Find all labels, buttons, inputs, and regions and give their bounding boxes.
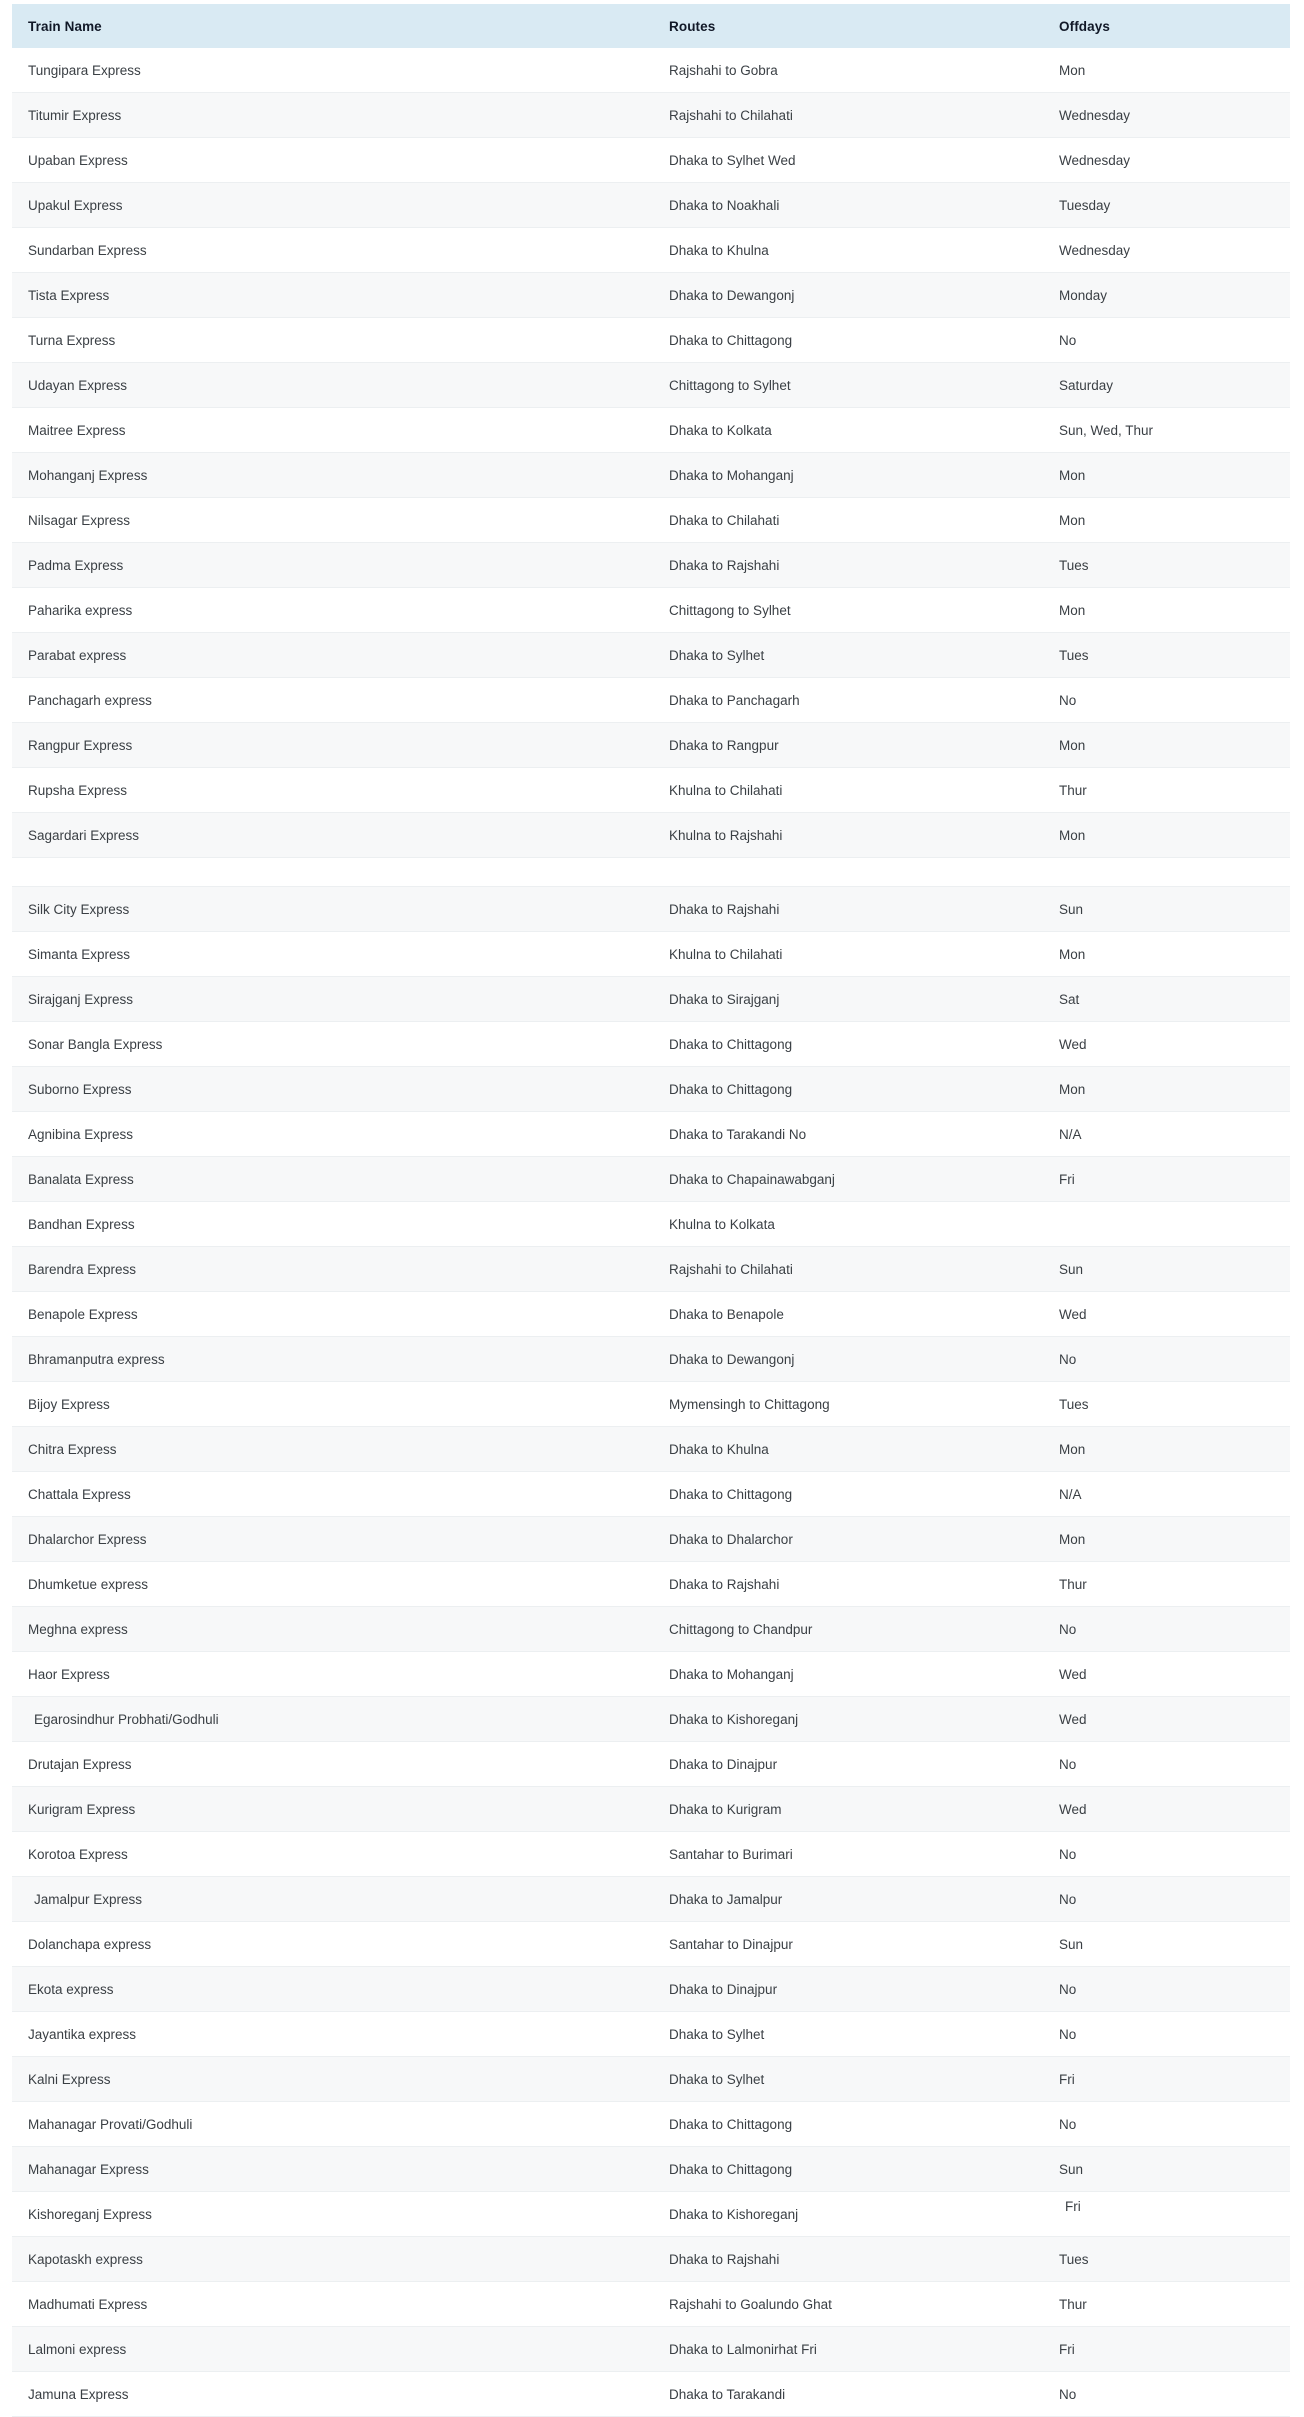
table-row[interactable] bbox=[12, 363, 1290, 408]
cell-train-name: Simanta Express bbox=[12, 932, 653, 977]
cell-train-name: Korotoa Express bbox=[12, 1832, 653, 1877]
table-row[interactable] bbox=[12, 1427, 1290, 1472]
cell-routes: Dhaka to Chapainawabganj bbox=[653, 1157, 1043, 1202]
table-row[interactable] bbox=[12, 2102, 1290, 2147]
cell-routes: Dhaka to Chilahati bbox=[653, 498, 1043, 543]
cell-offdays: Fri bbox=[1043, 1157, 1290, 1202]
table-row[interactable] bbox=[12, 1922, 1290, 1967]
cell-offdays: Tues bbox=[1043, 543, 1290, 588]
cell-train-name: Meghna express bbox=[12, 1607, 653, 1652]
cell-offdays: Wednesday bbox=[1043, 228, 1290, 273]
cell-routes: Mymensingh to Chittagong bbox=[653, 1382, 1043, 1427]
table-row[interactable] bbox=[12, 1562, 1290, 1607]
cell-offdays: Sun bbox=[1043, 887, 1290, 932]
cell-offdays: No bbox=[1043, 2012, 1290, 2057]
table-row[interactable] bbox=[12, 1067, 1290, 1112]
table-row[interactable] bbox=[12, 887, 1290, 932]
cell-routes: Santahar to Dinajpur bbox=[653, 1922, 1043, 1967]
table-row[interactable] bbox=[12, 1112, 1290, 1157]
cell-routes: Dhaka to Chittagong bbox=[653, 2147, 1043, 2192]
table-row[interactable] bbox=[12, 1967, 1290, 2012]
table-row[interactable] bbox=[12, 1652, 1290, 1697]
cell-offdays: Monday bbox=[1043, 273, 1290, 318]
cell-routes: Dhaka to Chittagong bbox=[653, 2102, 1043, 2147]
cell-routes: Dhaka to Sylhet bbox=[653, 2012, 1043, 2057]
table-row[interactable] bbox=[12, 1877, 1290, 1922]
column-header-offdays[interactable]: Offdays bbox=[1043, 4, 1290, 48]
table-row[interactable] bbox=[12, 813, 1290, 858]
cell-offdays: N/A bbox=[1043, 1472, 1290, 1517]
cell-routes: Dhaka to Panchagarh bbox=[653, 678, 1043, 723]
table-row[interactable] bbox=[12, 2237, 1290, 2282]
table-row-spacer bbox=[12, 858, 1290, 887]
table-row[interactable] bbox=[12, 2327, 1290, 2372]
cell-routes: Dhaka to Tarakandi No bbox=[653, 1112, 1043, 1157]
table-row[interactable] bbox=[12, 93, 1290, 138]
cell-routes: Dhaka to Khulna bbox=[653, 1427, 1043, 1472]
cell-offdays: No bbox=[1043, 1607, 1290, 1652]
cell-routes: Santahar to Burimari bbox=[653, 1832, 1043, 1877]
table-row[interactable] bbox=[12, 1292, 1290, 1337]
cell-offdays: No bbox=[1043, 1877, 1290, 1922]
table-row[interactable] bbox=[12, 678, 1290, 723]
table-row[interactable] bbox=[12, 977, 1290, 1022]
cell-train-name: Dhumketue express bbox=[12, 1562, 653, 1607]
cell-train-name: Barendra Express bbox=[12, 1247, 653, 1292]
cell-routes: Dhaka to Chittagong bbox=[653, 1067, 1043, 1112]
cell-offdays: Mon bbox=[1043, 723, 1290, 768]
cell-train-name: Drutajan Express bbox=[12, 1742, 653, 1787]
cell-offdays: Mon bbox=[1043, 588, 1290, 633]
cell-offdays: Tuesday bbox=[1043, 183, 1290, 228]
table-row[interactable] bbox=[12, 1382, 1290, 1427]
cell-routes: Chittagong to Sylhet bbox=[653, 588, 1043, 633]
cell-routes: Dhaka to Mohanganj bbox=[653, 1652, 1043, 1697]
table-row[interactable] bbox=[12, 1472, 1290, 1517]
table-row[interactable] bbox=[12, 1157, 1290, 1202]
cell-train-name: Turna Express bbox=[12, 318, 653, 363]
cell-offdays: Mon bbox=[1043, 1427, 1290, 1472]
cell-routes: Dhaka to Jamalpur bbox=[653, 1877, 1043, 1922]
table-row[interactable] bbox=[12, 1337, 1290, 1382]
table-row[interactable] bbox=[12, 453, 1290, 498]
cell-routes: Dhaka to Rajshahi bbox=[653, 887, 1043, 932]
table-row[interactable] bbox=[12, 1517, 1290, 1562]
cell-train-name: Suborno Express bbox=[12, 1067, 653, 1112]
cell-offdays: No bbox=[1043, 318, 1290, 363]
cell-offdays: Tues bbox=[1043, 2237, 1290, 2282]
cell-offdays: No bbox=[1043, 1967, 1290, 2012]
train-schedule-table bbox=[12, 4, 1290, 2417]
cell-routes: Chittagong to Sylhet bbox=[653, 363, 1043, 408]
cell-train-name: Silk City Express bbox=[12, 887, 653, 932]
table-row[interactable] bbox=[12, 1247, 1290, 1292]
cell-train-name: Kishoreganj Express bbox=[12, 2192, 653, 2237]
cell-train-name: Paharika express bbox=[12, 588, 653, 633]
table-row[interactable] bbox=[12, 273, 1290, 318]
cell-offdays: No bbox=[1043, 2102, 1290, 2147]
cell-routes: Dhaka to Rajshahi bbox=[653, 543, 1043, 588]
cell-offdays: Wed bbox=[1043, 1652, 1290, 1697]
cell-train-name: Haor Express bbox=[12, 1652, 653, 1697]
cell-train-name: Benapole Express bbox=[12, 1292, 653, 1337]
cell-offdays: Mon bbox=[1043, 813, 1290, 858]
cell-offdays: N/A bbox=[1043, 1112, 1290, 1157]
cell-train-name: Tista Express bbox=[12, 273, 653, 318]
cell-routes: Dhaka to Dhalarchor bbox=[653, 1517, 1043, 1562]
cell-routes: Rajshahi to Goalundo Ghat bbox=[653, 2282, 1043, 2327]
column-header-train-name[interactable]: Train Name bbox=[12, 4, 653, 48]
cell-routes: Dhaka to Tarakandi bbox=[653, 2372, 1043, 2417]
table-row[interactable] bbox=[12, 1022, 1290, 1067]
cell-offdays: No bbox=[1043, 1832, 1290, 1877]
cell-offdays bbox=[1043, 1202, 1290, 1247]
cell-routes: Khulna to Kolkata bbox=[653, 1202, 1043, 1247]
cell-routes: Khulna to Chilahati bbox=[653, 768, 1043, 813]
cell-train-name: Madhumati Express bbox=[12, 2282, 653, 2327]
table-row[interactable] bbox=[12, 723, 1290, 768]
cell-routes: Dhaka to Rajshahi bbox=[653, 2237, 1043, 2282]
cell-train-name: Egarosindhur Probhati/Godhuli bbox=[12, 1697, 653, 1742]
cell-offdays: Mon bbox=[1043, 932, 1290, 977]
cell-routes: Dhaka to Kolkata bbox=[653, 408, 1043, 453]
cell-offdays: Sat bbox=[1043, 977, 1290, 1022]
cell-train-name: Sagardari Express bbox=[12, 813, 653, 858]
cell-routes: Rajshahi to Chilahati bbox=[653, 1247, 1043, 1292]
table-row[interactable] bbox=[12, 2147, 1290, 2192]
cell-train-name: Banalata Express bbox=[12, 1157, 653, 1202]
cell-train-name: Bijoy Express bbox=[12, 1382, 653, 1427]
cell-offdays: Fri bbox=[1043, 2192, 1290, 2237]
cell-routes: Dhaka to Dewangonj bbox=[653, 273, 1043, 318]
cell-train-name: Agnibina Express bbox=[12, 1112, 653, 1157]
cell-train-name: Kurigram Express bbox=[12, 1787, 653, 1832]
cell-routes: Dhaka to Dinajpur bbox=[653, 1742, 1043, 1787]
cell-offdays: Thur bbox=[1043, 768, 1290, 813]
spacer-cell bbox=[12, 858, 1290, 887]
cell-train-name: Bhramanputra express bbox=[12, 1337, 653, 1382]
cell-routes: Dhaka to Sirajganj bbox=[653, 977, 1043, 1022]
cell-routes: Dhaka to Sylhet Wed bbox=[653, 138, 1043, 183]
cell-train-name: Tungipara Express bbox=[12, 48, 653, 93]
cell-offdays: Saturday bbox=[1043, 363, 1290, 408]
cell-offdays: No bbox=[1043, 678, 1290, 723]
table-row[interactable] bbox=[12, 543, 1290, 588]
table-row[interactable] bbox=[12, 1787, 1290, 1832]
cell-offdays: Sun bbox=[1043, 1922, 1290, 1967]
cell-train-name: Chattala Express bbox=[12, 1472, 653, 1517]
cell-train-name: Padma Express bbox=[12, 543, 653, 588]
cell-offdays: Wed bbox=[1043, 1697, 1290, 1742]
cell-offdays: Mon bbox=[1043, 453, 1290, 498]
cell-train-name: Titumir Express bbox=[12, 93, 653, 138]
cell-train-name: Kalni Express bbox=[12, 2057, 653, 2102]
cell-train-name: Rangpur Express bbox=[12, 723, 653, 768]
cell-train-name: Kapotaskh express bbox=[12, 2237, 653, 2282]
cell-offdays: Wed bbox=[1043, 1022, 1290, 1067]
cell-train-name: Jamuna Express bbox=[12, 2372, 653, 2417]
cell-routes: Dhaka to Benapole bbox=[653, 1292, 1043, 1337]
cell-offdays: Sun, Wed, Thur bbox=[1043, 408, 1290, 453]
table-header bbox=[12, 4, 1290, 48]
cell-offdays: Fri bbox=[1043, 2057, 1290, 2102]
cell-train-name: Nilsagar Express bbox=[12, 498, 653, 543]
table-row[interactable] bbox=[12, 2192, 1290, 2237]
cell-routes: Dhaka to Mohanganj bbox=[653, 453, 1043, 498]
cell-routes: Dhaka to Sylhet bbox=[653, 2057, 1043, 2102]
cell-offdays: Sun bbox=[1043, 1247, 1290, 1292]
cell-train-name: Ekota express bbox=[12, 1967, 653, 2012]
table-row[interactable] bbox=[12, 1202, 1290, 1247]
cell-offdays: Mon bbox=[1043, 1517, 1290, 1562]
column-header-routes[interactable]: Routes bbox=[653, 4, 1043, 48]
cell-train-name: Jamalpur Express bbox=[12, 1877, 653, 1922]
cell-offdays: Tues bbox=[1043, 1382, 1290, 1427]
cell-routes: Dhaka to Noakhali bbox=[653, 183, 1043, 228]
cell-routes: Dhaka to Chittagong bbox=[653, 318, 1043, 363]
cell-offdays: Mon bbox=[1043, 48, 1290, 93]
cell-train-name: Panchagarh express bbox=[12, 678, 653, 723]
cell-offdays: Thur bbox=[1043, 2282, 1290, 2327]
table-row[interactable] bbox=[12, 932, 1290, 977]
cell-train-name: Dolanchapa express bbox=[12, 1922, 653, 1967]
cell-train-name: Chitra Express bbox=[12, 1427, 653, 1472]
table-row[interactable] bbox=[12, 408, 1290, 453]
cell-train-name: Mahanagar Provati/Godhuli bbox=[12, 2102, 653, 2147]
table-row[interactable] bbox=[12, 318, 1290, 363]
cell-train-name: Sonar Bangla Express bbox=[12, 1022, 653, 1067]
table-row[interactable] bbox=[12, 183, 1290, 228]
cell-train-name: Sirajganj Express bbox=[12, 977, 653, 1022]
cell-offdays: Mon bbox=[1043, 498, 1290, 543]
cell-routes: Dhaka to Chittagong bbox=[653, 1022, 1043, 1067]
table-row[interactable] bbox=[12, 1697, 1290, 1742]
cell-train-name: Dhalarchor Express bbox=[12, 1517, 653, 1562]
cell-routes: Dhaka to Kishoreganj bbox=[653, 2192, 1043, 2237]
cell-offdays: Wednesday bbox=[1043, 93, 1290, 138]
cell-routes: Dhaka to Dewangonj bbox=[653, 1337, 1043, 1382]
cell-routes: Rajshahi to Chilahati bbox=[653, 93, 1043, 138]
table-body bbox=[12, 48, 1290, 2417]
cell-train-name: Maitree Express bbox=[12, 408, 653, 453]
cell-train-name: Mahanagar Express bbox=[12, 2147, 653, 2192]
table-row[interactable] bbox=[12, 498, 1290, 543]
table-row[interactable] bbox=[12, 1832, 1290, 1877]
cell-offdays: Wed bbox=[1043, 1787, 1290, 1832]
cell-routes: Dhaka to Dinajpur bbox=[653, 1967, 1043, 2012]
cell-offdays: No bbox=[1043, 1337, 1290, 1382]
cell-routes: Dhaka to Kurigram bbox=[653, 1787, 1043, 1832]
table-row[interactable] bbox=[12, 2057, 1290, 2102]
cell-routes: Dhaka to Rangpur bbox=[653, 723, 1043, 768]
table-row[interactable] bbox=[12, 138, 1290, 183]
cell-routes: Dhaka to Lalmonirhat Fri bbox=[653, 2327, 1043, 2372]
table-row[interactable] bbox=[12, 228, 1290, 273]
cell-offdays: Wednesday bbox=[1043, 138, 1290, 183]
cell-train-name: Upaban Express bbox=[12, 138, 653, 183]
cell-offdays: Sun bbox=[1043, 2147, 1290, 2192]
cell-train-name: Rupsha Express bbox=[12, 768, 653, 813]
cell-train-name: Mohanganj Express bbox=[12, 453, 653, 498]
cell-offdays: No bbox=[1043, 2372, 1290, 2417]
cell-routes: Dhaka to Khulna bbox=[653, 228, 1043, 273]
cell-train-name: Bandhan Express bbox=[12, 1202, 653, 1247]
cell-train-name: Sundarban Express bbox=[12, 228, 653, 273]
cell-routes: Dhaka to Rajshahi bbox=[653, 1562, 1043, 1607]
cell-offdays: No bbox=[1043, 1742, 1290, 1787]
table-row[interactable] bbox=[12, 588, 1290, 633]
cell-train-name: Lalmoni express bbox=[12, 2327, 653, 2372]
cell-offdays: Wed bbox=[1043, 1292, 1290, 1337]
cell-train-name: Upakul Express bbox=[12, 183, 653, 228]
table-row[interactable] bbox=[12, 2282, 1290, 2327]
cell-routes: Chittagong to Chandpur bbox=[653, 1607, 1043, 1652]
cell-routes: Khulna to Chilahati bbox=[653, 932, 1043, 977]
cell-routes: Dhaka to Chittagong bbox=[653, 1472, 1043, 1517]
cell-routes: Rajshahi to Gobra bbox=[653, 48, 1043, 93]
table-row[interactable] bbox=[12, 768, 1290, 813]
cell-offdays: Mon bbox=[1043, 1067, 1290, 1112]
cell-train-name: Jayantika express bbox=[12, 2012, 653, 2057]
cell-offdays: Fri bbox=[1043, 2327, 1290, 2372]
table-row[interactable] bbox=[12, 633, 1290, 678]
table-row[interactable] bbox=[12, 1742, 1290, 1787]
cell-routes: Dhaka to Sylhet bbox=[653, 633, 1043, 678]
cell-offdays: Thur bbox=[1043, 1562, 1290, 1607]
table-row[interactable] bbox=[12, 1607, 1290, 1652]
cell-routes: Dhaka to Kishoreganj bbox=[653, 1697, 1043, 1742]
cell-train-name: Udayan Express bbox=[12, 363, 653, 408]
cell-routes: Khulna to Rajshahi bbox=[653, 813, 1043, 858]
table-row[interactable] bbox=[12, 48, 1290, 93]
header-row bbox=[12, 4, 1290, 48]
cell-offdays: Tues bbox=[1043, 633, 1290, 678]
cell-train-name: Parabat express bbox=[12, 633, 653, 678]
table-row[interactable] bbox=[12, 2012, 1290, 2057]
table-row[interactable] bbox=[12, 2372, 1290, 2417]
